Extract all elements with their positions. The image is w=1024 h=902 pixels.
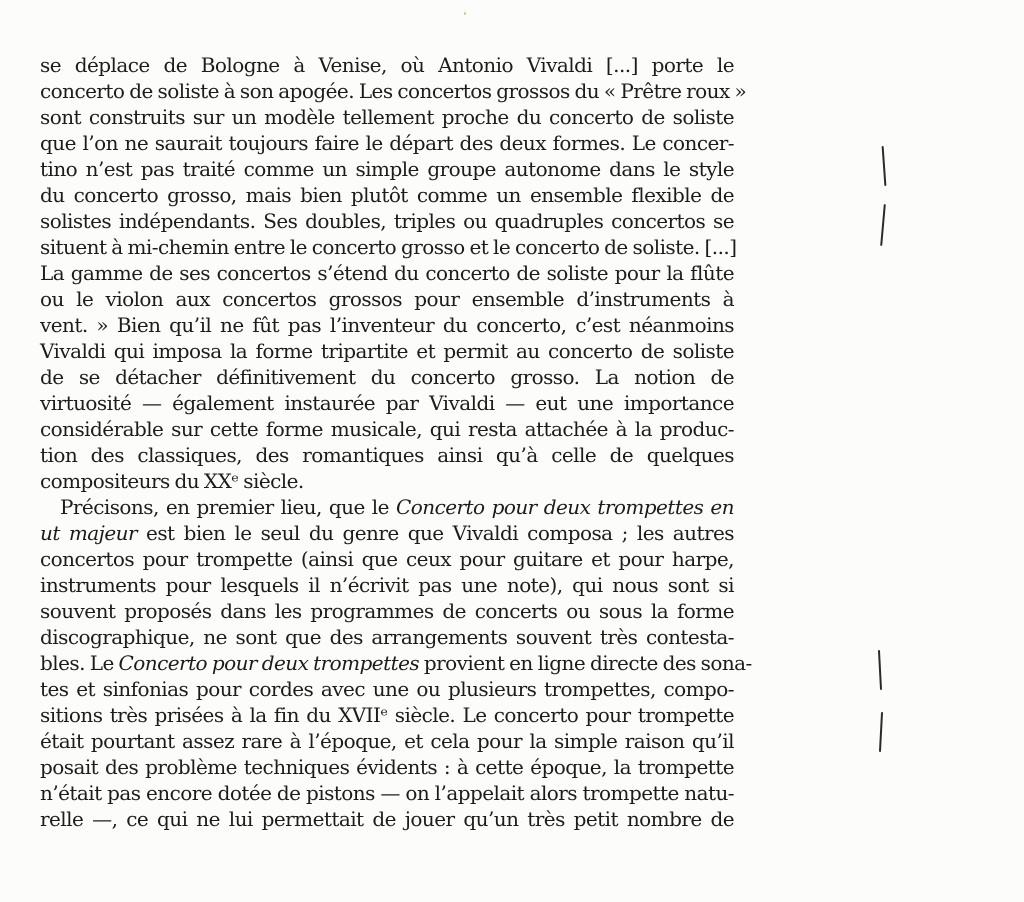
text-span: provient en ligne directe des sona- [419, 651, 752, 675]
text-line: ou le violon aux concertos grossos pour ensemble d’instruments à [40, 287, 734, 311]
text-line [40, 520, 734, 546]
text-span: Précisons, en premier lieu, que le [60, 495, 397, 519]
scan-mark [879, 712, 883, 752]
text-line: concerto de soliste à son apogée. Les concertos grossos du « Prêtre roux » [40, 79, 747, 103]
body-text [40, 52, 752, 832]
work-title: ut majeur [40, 521, 137, 545]
text-line: vent. » Bien qu’il ne fût pas l’inventeur du concerto, c’est néanmoins [40, 313, 734, 337]
text-line: que l’on ne saurait toujours faire le départ des deux formes. Le concer- [40, 131, 734, 155]
text-line: du concerto grosso, mais bien plutôt comme un ensemble flexible de [40, 183, 734, 207]
text-line: sitions très prisées à la fin du XVIIᵉ siècle. Le concerto pour trompette [40, 703, 734, 727]
scan-mark [882, 146, 887, 186]
work-title: Concerto pour deux trompettes [118, 651, 420, 675]
paragraph-2 [40, 494, 752, 832]
text-line: tion des classiques, des romantiques ainsi qu’à celle de quelques [40, 443, 734, 467]
text-line: relle —, ce qui ne lui permettait de jouer qu’un très petit nombre de [40, 807, 734, 831]
scan-mark [878, 650, 882, 690]
text-span: est bien le seul du genre que Vivaldi composa ; les autres [136, 521, 735, 545]
text-line: tino n’est pas traité comme un simple groupe autonome dans le style [40, 157, 734, 181]
text-line: compositeurs du XXᵉ siècle. [40, 469, 304, 493]
scan-mark [880, 204, 886, 246]
paragraph-1 [40, 52, 747, 494]
text-line: virtuosité — également instaurée par Vivaldi — eut une importance [40, 391, 734, 415]
text-span: bles. Le [40, 651, 119, 675]
text-line: posait des problème techniques évidents : à cette époque, la trompette [40, 755, 734, 779]
work-title: Concerto pour deux trompettes en [396, 495, 735, 519]
text-line: concertos pour trompette (ainsi que ceux pour guitare et pour harpe, [40, 547, 734, 571]
text-line: solistes indépendants. Ses doubles, triples ou quadruples concertos se [40, 209, 734, 233]
text-line: situent à mi-chemin entre le concerto grosso et le concerto de soliste. [...] [40, 235, 737, 259]
text-line: discographique, ne sont que des arrangements souvent très contesta- [40, 625, 734, 649]
scan-speck [464, 12, 466, 15]
text-line: souvent proposés dans les programmes de concerts ou sous la forme [40, 599, 734, 623]
text-line: n’était pas encore dotée de pistons — on l’appelait alors trompette natu- [40, 781, 734, 805]
text-line: de se détacher définitivement du concerto grosso. La notion de [40, 365, 734, 389]
text-line: était pourtant assez rare à l’époque, et cela pour la simple raison qu’il [40, 729, 734, 753]
text-line [40, 494, 734, 520]
text-line: La gamme de ses concertos s’étend du concerto de soliste pour la flûte [40, 261, 734, 285]
text-line: considérable sur cette forme musicale, qui resta attachée à la produc- [40, 417, 734, 441]
text-line [40, 650, 752, 676]
text-line: instruments pour lesquels il n’écrivit pas une note), qui nous sont si [40, 573, 734, 597]
text-line: se déplace de Bologne à Venise, où Antonio Vivaldi [...] porte le [40, 53, 734, 77]
text-line: sont construits sur un modèle tellement proche du concerto de soliste [40, 105, 734, 129]
text-line: tes et sinfonias pour cordes avec une ou plusieurs trompettes, compo- [40, 677, 734, 701]
text-line: Vivaldi qui imposa la forme tripartite et permit au concerto de soliste [40, 339, 734, 363]
